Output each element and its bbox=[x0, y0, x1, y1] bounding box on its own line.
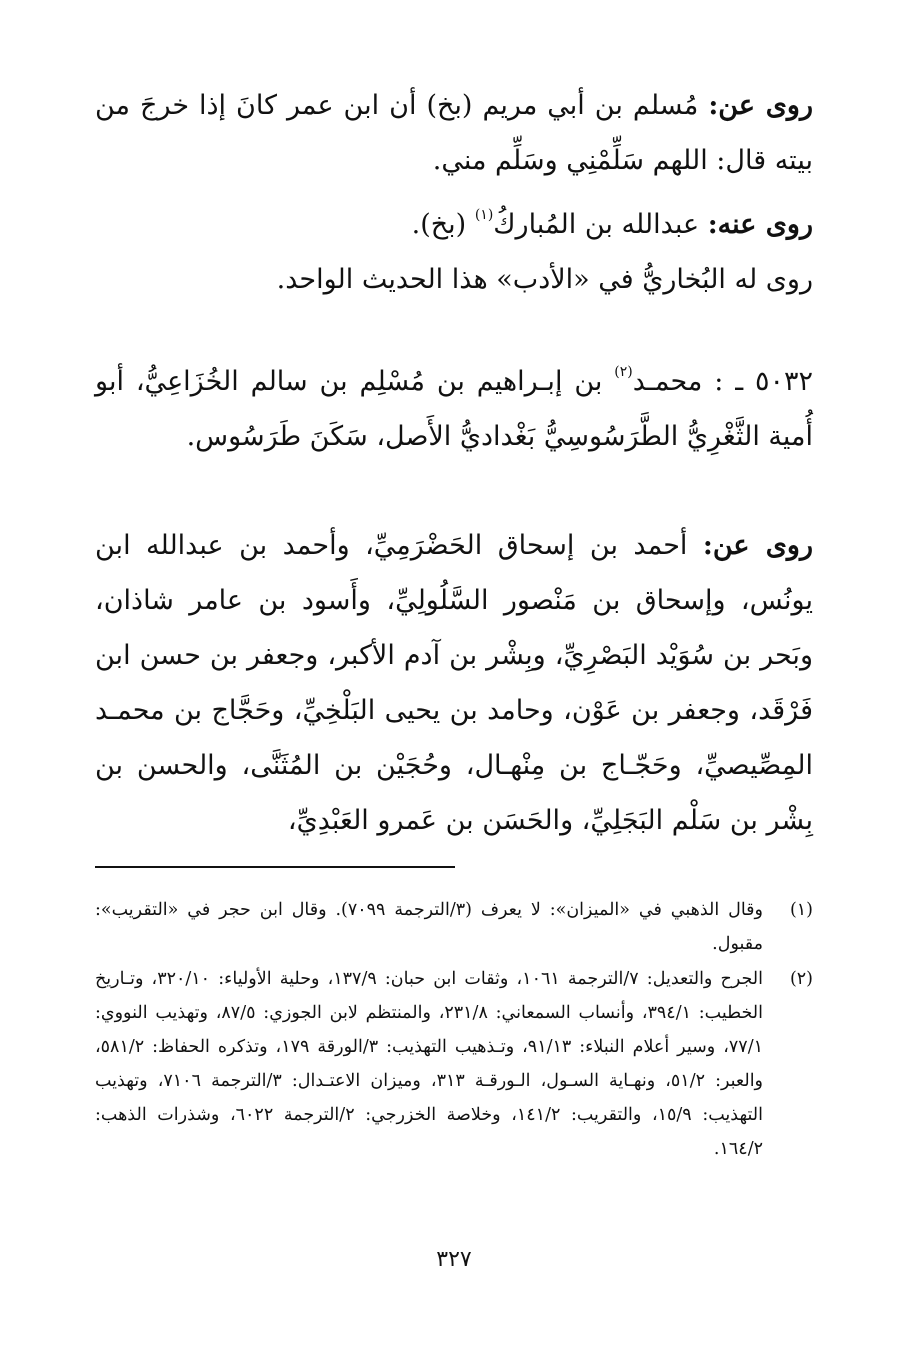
biography-entry-heading bbox=[95, 354, 813, 464]
bukhari-note-paragraph bbox=[95, 252, 813, 307]
narrated-from-list-paragraph bbox=[95, 518, 813, 848]
narrated-from-label: روى عن: bbox=[702, 530, 813, 561]
footnote-2 bbox=[95, 962, 813, 1166]
footnote-number: (١) bbox=[789, 900, 813, 920]
paragraph-text: أحمد بن إسحاق الحَضْرَمِيِّ، وأحمد بن عبدالله ابن يونُس، وإسحاق بن مَنْصور السَّلُولِيِّ، وأَسود بن عامر شاذان، وبَحر بن سُوَيْد البَصْرِيِّ، وبِشْر بن آدم الأكبر، وجعفر بن حسن ابن فَرْقَد، وجعفر بن عَوْن، وحامد بن يحيى البَلْخِيِّ، وحَجَّاج بن محمـد المِصِّيصيِّ، وحَجّـاج بن مِنْهـال، وحُجَيْن بن المُثَنَّى، والحسن بن بِشْر بن سَلْم البَجَلِيِّ، والحَسَن بن عَمرو العَبْدِيِّ، bbox=[95, 530, 813, 836]
narrated-from-paragraph bbox=[95, 78, 813, 188]
paragraph-text: روى له البُخاريُّ في «الأدب» هذا الحديث الواحد. bbox=[276, 264, 813, 295]
narrated-by-paragraph bbox=[95, 197, 813, 252]
page-number: ٣٢٧ bbox=[436, 1247, 472, 1272]
footnote-divider bbox=[95, 866, 455, 868]
narrated-from-label: روى عن: bbox=[708, 90, 813, 121]
footnote-text: وقال الذهبي في «الميزان»: لا يعرف (٣/الترجمة ٧٠٩٩). وقال ابن حجر في «التقريب»: مقبول. bbox=[95, 900, 763, 954]
footnote-1 bbox=[95, 893, 813, 961]
footnote-text: الجرح والتعديل: ٧/الترجمة ١٠٦١، وثقات ابن حبان: ١٣٧/٩، وحلية الأولياء: ٣٢٠/١٠، وتـاريخ الخطيب: ٣٩٤/١، وأنساب السمعاني: ٢٣١/٨، والمنتظم لابن الجوزي: ٨٧/٥، وتهذيب النووي: ٧٧/١، وسير أعلام النبلاء: ٩١/١٣، وتـذهيب التهذيب: ٣/الورقة ١٧٩، وتذكره الحفاظ: ٥٨١/٢، والعبر: ٥١/٢، ونهـاية السـول، الـورقـة ٣١٣، وميزان الاعتـدال: ٣/الترجمة ٧١٠٦، وتهذيب التهذيب: ١٥/٩، والتقريب: ١٤١/٢، وخلاصة الخزرجي: ٢/الترجمة ٦٠٢٢، وشذرات الذهب: ١٦٤/٢. bbox=[95, 969, 764, 1159]
paragraph-text: عبدالله بن المُباركُ bbox=[493, 209, 700, 240]
entry-text: بن إبـراهيم بن مُسْلِم بن سالم الخُزَاعِيُّ، أبو أُمية الثَّغْرِيُّ الطَّرَسُوسِيُّ بَغْداديُّ الأَصل، سَكَنَ طَرَسُوس. bbox=[95, 366, 813, 452]
entry-number-name: ٥٠٣٢ ـ : محمـد bbox=[632, 366, 813, 397]
paragraph-text: (بخ). bbox=[411, 209, 467, 240]
paragraph-text: مُسلم بن أبي مريم (بخ) أن ابن عمر كانَ إذا خرجَ من بيته قال: اللهم سَلِّمْنِي وسَلِّم مني. bbox=[95, 90, 813, 176]
footnote-number: (٢) bbox=[789, 969, 813, 989]
narrated-by-label: روى عنه: bbox=[707, 209, 813, 240]
footnote-ref: (١) bbox=[474, 207, 494, 223]
footnote-ref: (٢) bbox=[614, 364, 633, 380]
